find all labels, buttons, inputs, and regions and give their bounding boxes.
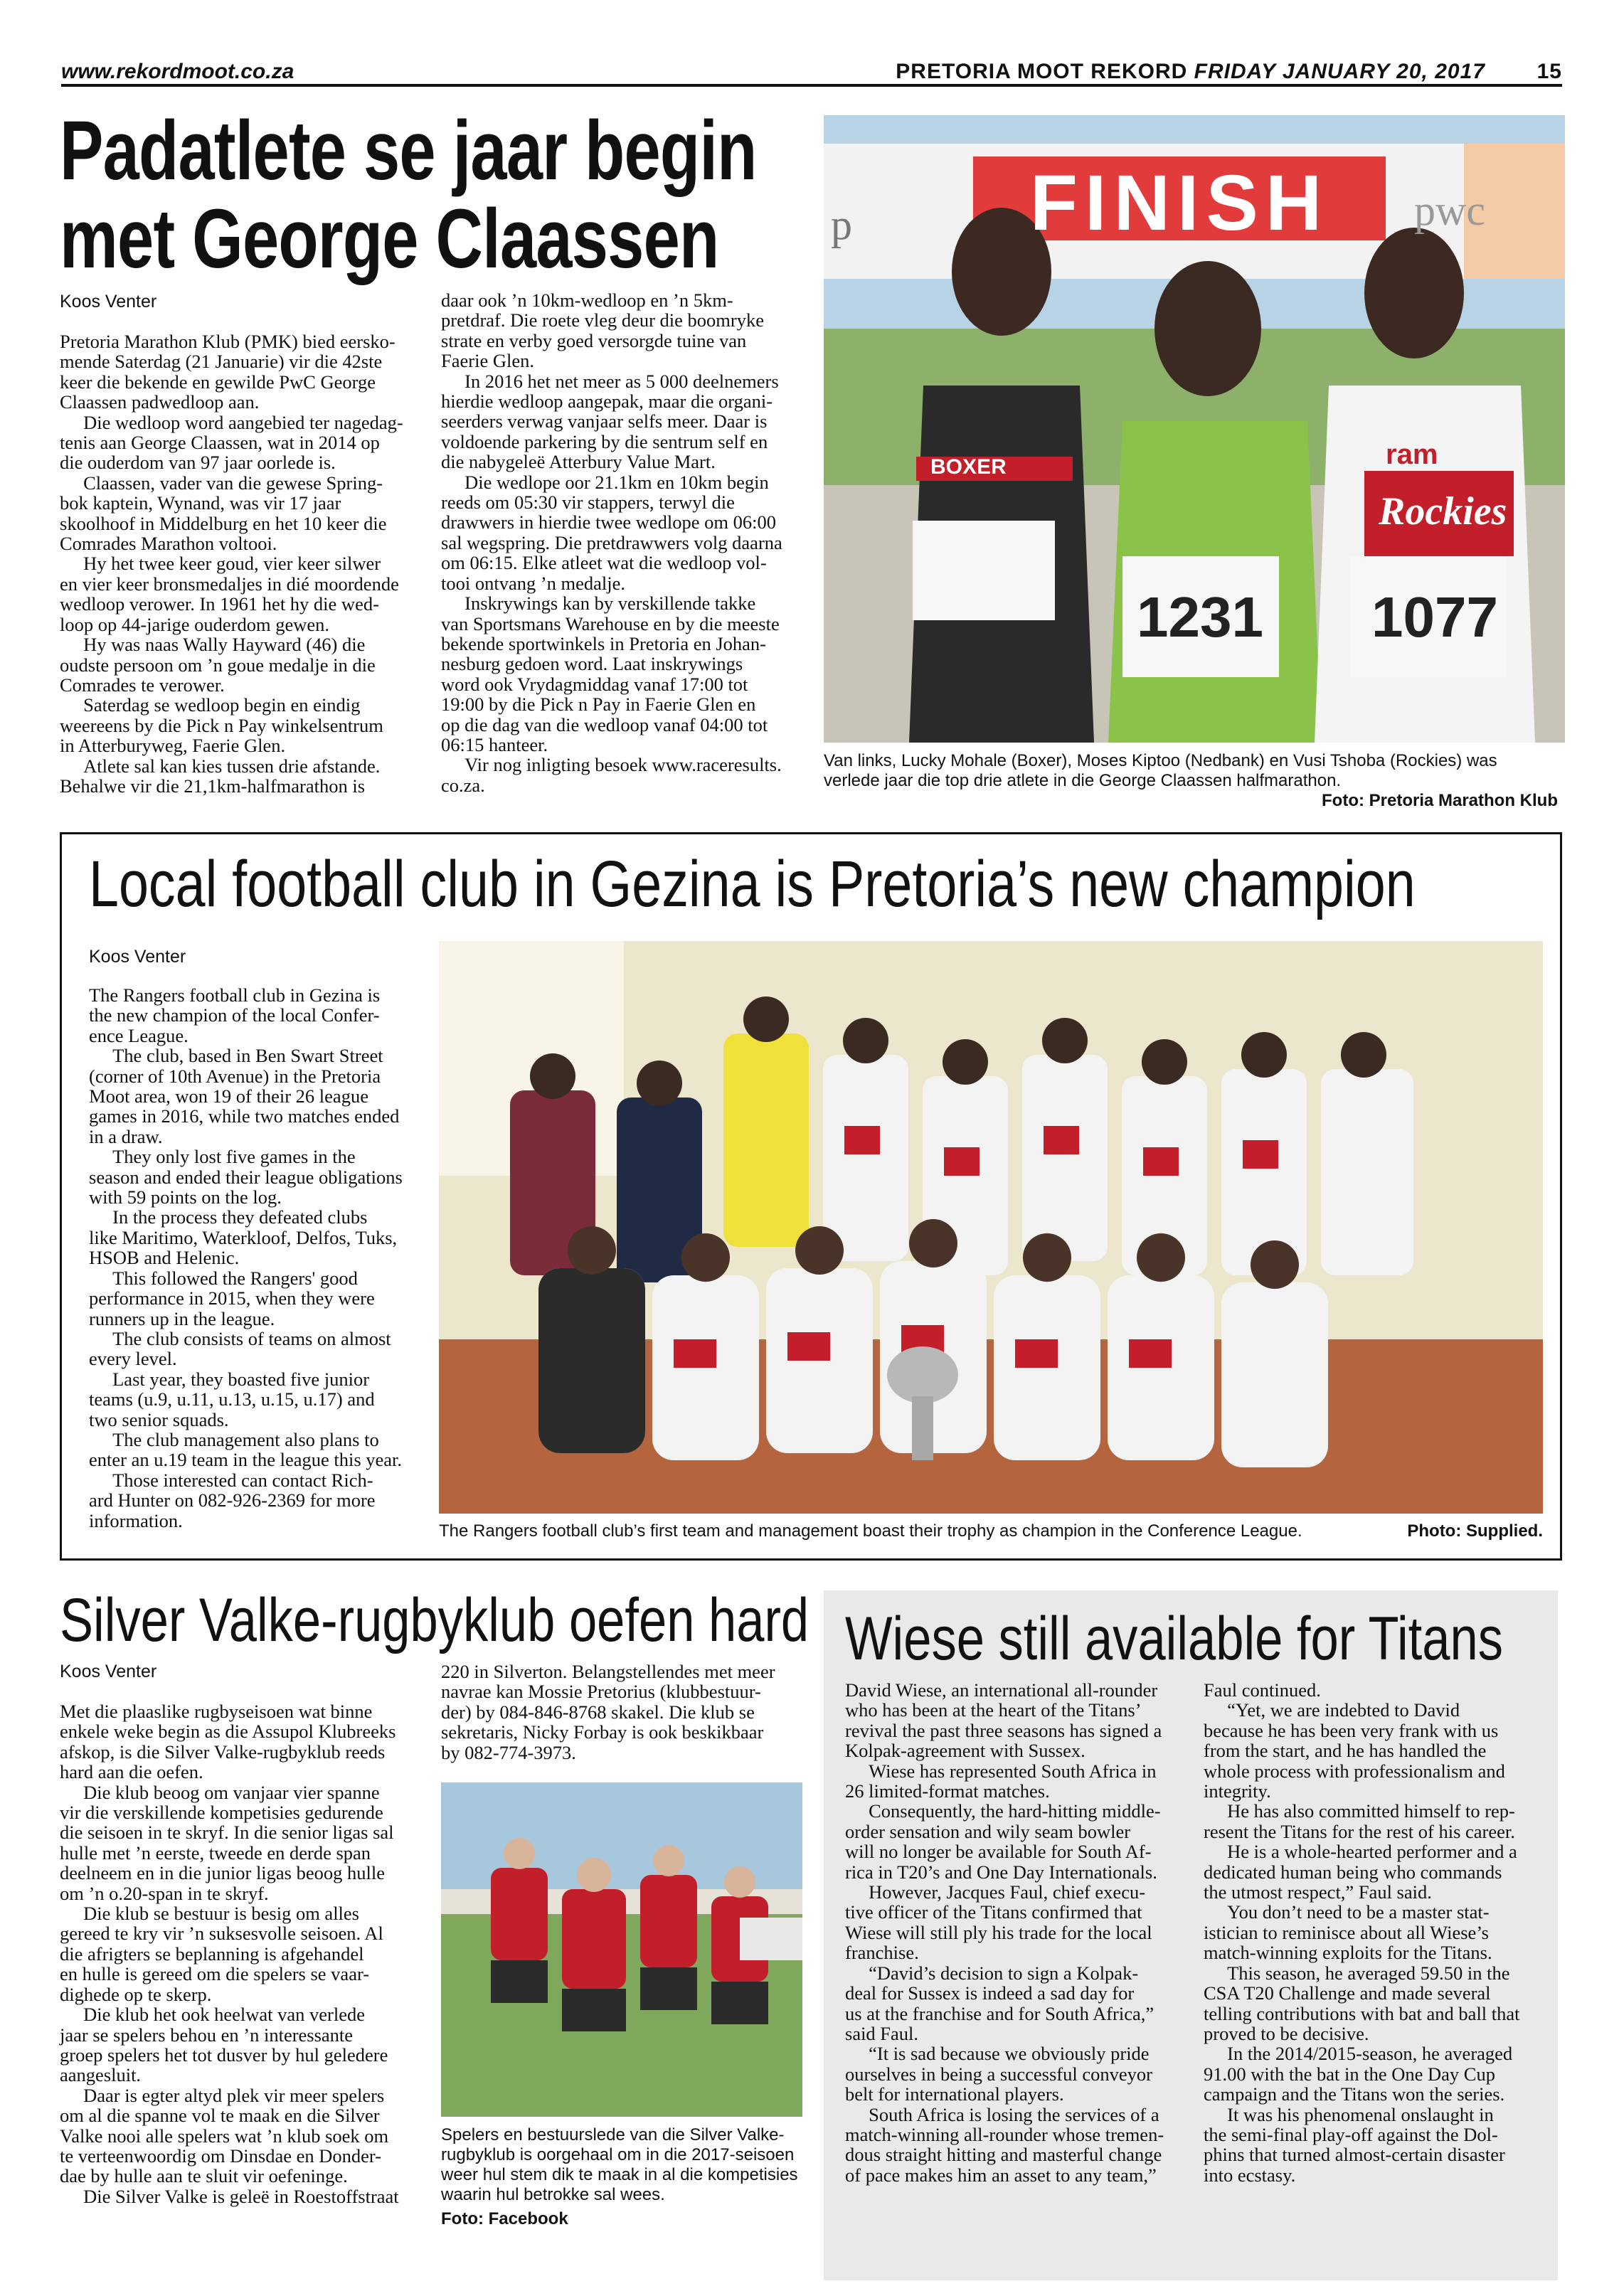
vest-boxer: BOXER xyxy=(930,455,1007,479)
vest-rockies: Rockies xyxy=(1379,489,1507,533)
article1-headline-line2: met George Claassen xyxy=(60,192,719,286)
page-header xyxy=(61,60,1562,87)
masthead-line xyxy=(896,60,1562,84)
finish-banner-text: FINISH xyxy=(1029,159,1329,247)
banner-side-left: p xyxy=(831,201,852,248)
article4-panel xyxy=(824,1590,1558,2280)
article1-headline-line1: Padatlete se jaar begin xyxy=(60,104,757,198)
bib-1231: 1231 xyxy=(1137,585,1263,649)
issue-date: FRIDAY JANUARY 20, 2017 xyxy=(1194,60,1485,83)
article1-photo-caption: Van links, Lucky Mohale (Boxer), Moses Kiptoo (Nedbank) en Vusi Tshoba (Rockies) was verlede jaar die top drie atlete in die George Claassen halfmarathon. xyxy=(824,751,1497,790)
article1-byline: Koos Venter xyxy=(60,292,157,312)
banner-side-right: pwc xyxy=(1414,187,1485,234)
article4-column-2: Faul continued. “Yet, we are indebted to David because he has been very frank with us from the start, and he has handled the whole process with professionalism and integrity. He has also committed himself to rep- resent the Titans for the rest of his career. He is a whole-hearted performer and a dedicated human being who commands the utmost respect,” Faul said. You don’t need to be a master stat- istician to reminisce about all Wiese’s match-winning exploits for the Titans. This season, he averaged 59.50 in the CSA T20 Challenge and made several telling contributions with bat and ball that proved to be decisive. In the 2014/2015-season, he averaged 91.00 with the bat in the One Day Cup campaign and the Titans won the series. It was his phenomenal onslaught in the semi-final play-off against the Dol- phins that turned almost-certain disaster into ecstasy. xyxy=(1204,1679,1520,2186)
article3-photo-credit: Foto: Facebook xyxy=(441,2209,568,2228)
article4-column-1: David Wiese, an international all-rounder who has been at the heart of the Titans’ revival the past three seasons has signed a Kolpak-agreement with Sussex. Wiese has represented South Africa in 26 limited-format matches. Consequently, the hard-hitting middle- order sensation and wily seam bowler will no longer be available for South Af- rica in T20’s and One Day Internationals. However, Jacques Faul, chief execu- tive officer of the Titans confirmed that Wiese will still ply his trade for the local franchise. “David’s decision to sign a Kolpak- deal for Sussex is indeed a sad day for us at the franchise and for South Africa,” said Faul. “It is sad because we obviously pride ourselves in being a successful conveyor belt for international players. South Africa is losing the services of a match-winning all-rounder whose tremen- dous straight hitting and masterful change of pace makes him an asset to any team,” xyxy=(845,1679,1164,2186)
article2-byline: Koos Venter xyxy=(89,947,186,967)
article3-byline: Koos Venter xyxy=(60,1662,157,1681)
football-team-photo xyxy=(439,941,1543,1514)
article2-box xyxy=(60,832,1562,1561)
page-number: 15 xyxy=(1536,60,1562,83)
article2-headline: Local football club in Gezina is Pretoria’s new champion xyxy=(89,848,1416,920)
bib-1077: 1077 xyxy=(1371,585,1498,649)
article3-headline: Silver Valke-rugbyklub oefen hard xyxy=(60,1586,809,1654)
rugby-photo xyxy=(441,1782,802,2117)
article1-headline xyxy=(60,104,757,286)
rugby-photo-art xyxy=(441,1782,802,2117)
paper-name: PRETORIA MOOT REKORD xyxy=(896,60,1188,83)
article3-photo-caption: Spelers en bestuurslede van die Silver Valke-rugbyklub is oorgehaal om in die 2017-seisoen weer hul stem dik te maak in al die kompetisies waarin hul betrokke sal wees. xyxy=(441,2125,798,2204)
website-url[interactable]: www.rekordmoot.co.za xyxy=(61,60,294,83)
article3-column-2: 220 in Silverton. Belangstellendes met meer navrae kan Mossie Pretorius (klubbestuur- der) by 084-846-8768 skakel. Die klub se sekretaris, Nicky Forbay is ook beskikbaar by 082-774-3973. xyxy=(441,1661,775,1763)
article2-photo-caption: The Rangers football club’s first team and management boast their trophy as champion in the Conference League. xyxy=(439,1521,1302,1541)
article4-headline: Wiese still available for Titans xyxy=(845,1605,1503,1673)
article1-column-1: Pretoria Marathon Klub (PMK) bied eersko- mende Saterdag (21 Januarie) vir die 42ste keer die bekende en gewilde PwC George Claassen padwedloop aan. Die wedloop word aangebied ter nagedag- tenis aan George Claassen, wat in 2014 op die ouderdom van 97 jaar oorlede is. Claassen, vader van die gewese Spring- bok kaptein, Wynand, was vir 17 jaar skoolhoof in Middelburg en het 10 keer die Comrades Marathon voltooi. Hy het twee keer goud, vier keer silwer en vier keer bronsmedaljes in dié moordende wedloop verower. In 1961 het hy die wed- loop op 44-jarige ouderdom gewen. Hy was naas Wally Hayward (46) die oudste persoon om ’n goue medalje in die Comrades te verower. Saterdag se wedloop begin en eindig weereens by die Pick n Pay winkelsentrum in Atterburyweg, Faerie Glen. Atlete sal kan kies tussen drie afstande. Behalwe vir die 21,1km-halfmarathon is xyxy=(60,331,403,797)
article1-photo-credit: Foto: Pretoria Marathon Klub xyxy=(1322,791,1558,810)
article3-column-1: Met die plaaslike rugbyseisoen wat binne enkele weke begin as die Assupol Klubreeks afskop, is die Silver Valke-rugbyklub reeds hard aan die oefen. Die klub beoog om vanjaar vier spanne vir die verskillende kompetisies gedurende die seisoen in te skryf. In die senior ligas sal hulle met ’n eerste, tweede en derde span deelneem en in die junior ligas beoog hulle om ’n o.20-span in te skryf. Die klub se bestuur is besig om alles gereed te kry vir ’n suksesvolle seisoen. Al die afrigters se beplanning is afgehandel en hulle is gereed om die spelers se vaar- dighede op te skerp. Die klub het ook heelwat van verlede jaar se spelers behou en ’n interessante groep spelers het tot dusver by hul geledere aangesluit. Daar is egter altyd plek vir meer spelers om al die spanne vol te maak en die Silver Valke nooi alle spelers wat ’n klub soek om te verteenwoordig om Dinsdae en Donder- dae by hulle aan te sluit vir oefeninge. Die Silver Valke is geleë in Roestoffstraat xyxy=(60,1701,399,2207)
article2-photo-credit: Photo: Supplied. xyxy=(1407,1521,1543,1541)
article2-column-1: The Rangers football club in Gezina is the new champion of the local Confer- ence League. The club, based in Ben Swart Street (corner of 10th Avenue) in the Pretoria Moot area, won 19 of their 26 league games in 2016, while two matches ended in a draw. They only lost five games in the season and ended their league obligations with 59 points on the log. In the process they defeated clubs like Maritimo, Waterkloof, Delfos, Tuks, HSOB and Helenic. This followed the Rangers' good performance in 2015, when they were runners up in the league. The club consists of teams on almost every level. Last year, they boasted five junior teams (u.9, u.11, u.13, u.15, u.17) and two senior squads. The club management also plans to enter an u.19 team in the league this year. Those interested can contact Rich- ard Hunter on 082-926-2369 for more information. xyxy=(89,984,403,1531)
football-photo-art xyxy=(439,941,1543,1514)
vest-ram: ram xyxy=(1386,439,1438,470)
marathon-finish-photo xyxy=(824,115,1565,743)
article1-column-2: daar ook ’n 10km-wedloop en ’n 5km- pretdraf. Die roete vleg deur die boomryke strate en verby goed versorgde tuine van Faerie Glen. In 2016 het net meer as 5 000 deelnemers hierdie wedloop aangepak, maar die organi- seerders verwag vanjaar selfs meer. Daar is voldoende parkering by die sentrum self en die nabygeleë Atterbury Value Mart. Die wedlope oor 21.1km en 10km begin reeds om 05:30 vir stappers, terwyl die drawwers in hierdie twee wedlope om 06:00 sal wegspring. Die pretdrawwers volg daarna om 06:15. Elke atleet wat die wedloop vol- tooi ontvang ’n medalje. Inskrywings kan by verskillende takke van Sportsmans Warehouse en by die meeste bekende sportwinkels in Pretoria en Johan- nesburg gedoen word. Laat inskrywings word ook Vrydagmiddag vanaf 17:00 tot 19:00 by die Pick n Pay in Faerie Glen en op die dag van die wedloop vanaf 04:00 tot 06:15 hanteer. Vir nog inligting besoek www.raceresults. co.za. xyxy=(441,289,782,796)
